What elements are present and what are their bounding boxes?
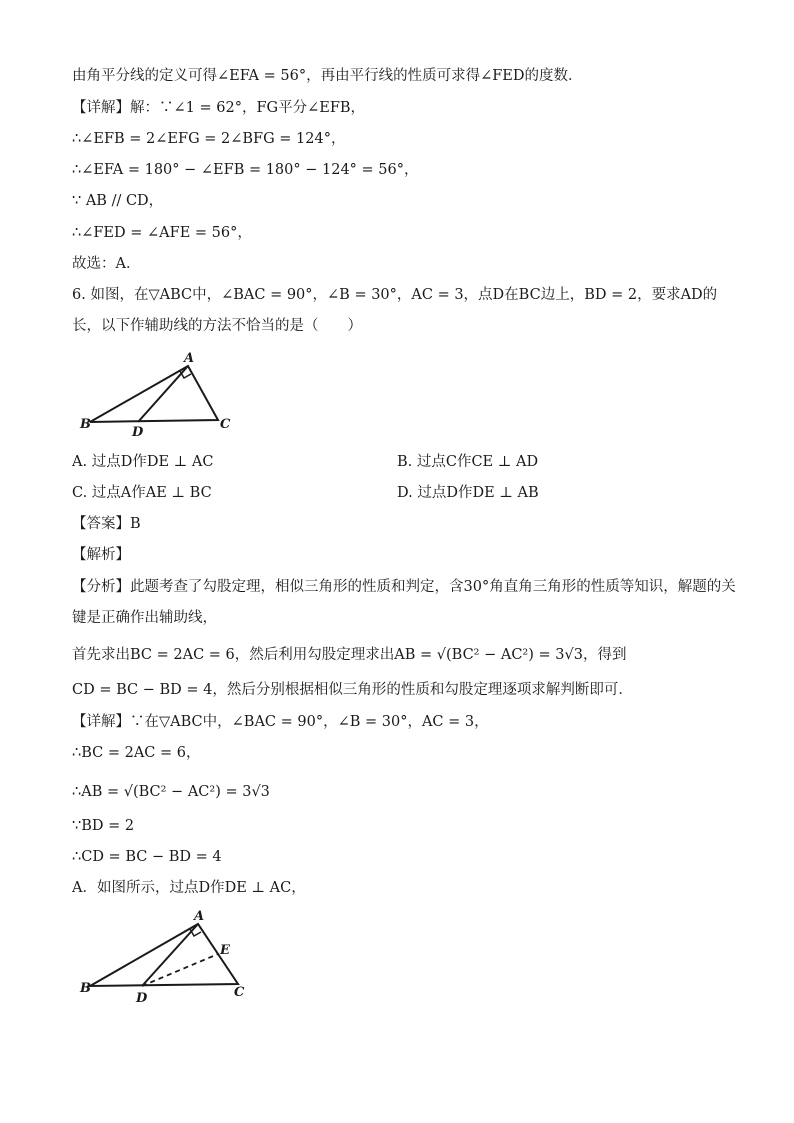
option-c: C. 过点A作AE ⊥ BC xyxy=(72,485,212,501)
text-line: ∵ AB // CD， xyxy=(72,193,164,209)
text-line: 由角平分线的定义可得∠EFA = 56°，再由平行线的性质可求得∠FED的度数． xyxy=(72,68,583,84)
analysis-text: 【分析】此题考查了勾股定理，相似三角形的性质和判定，含30°角直角三角形的性质等知识，解题的关 xyxy=(72,579,736,595)
segment-ad xyxy=(142,924,198,986)
answer-label: 【答案】B xyxy=(72,516,141,532)
text-line: ∴∠EFB = 2∠EFG = 2∠BFG = 124°， xyxy=(72,131,346,147)
label-b: B xyxy=(80,417,91,432)
label-c: C xyxy=(234,985,245,1000)
analysis-text: 首先求出BC = 2AC = 6，然后利用勾股定理求出AB = √(BC² − AC²) = 3√3，得到 xyxy=(72,647,627,663)
label-d: D xyxy=(132,425,144,438)
label-c: C xyxy=(220,417,231,432)
triangle-abc xyxy=(90,924,238,986)
label-d: D xyxy=(136,991,148,1006)
analysis-text: CD = BC − BD = 4，然后分别根据相似三角形的性质和勾股定理逐项求解判断即可． xyxy=(72,682,633,698)
label-b: B xyxy=(80,981,91,996)
detail-text: 【详解】∵在▽ABC中，∠BAC = 90°，∠B = 30°，AC = 3， xyxy=(72,714,489,730)
option-b: B. 过点C作CE ⊥ AD xyxy=(397,454,539,470)
detail-text: ∵BD = 2 xyxy=(72,818,135,834)
question-6-text: 长，以下作辅助线的方法不恰当的是（ ） xyxy=(72,318,362,334)
label-a: A xyxy=(184,351,195,366)
option-a: A. 过点D作DE ⊥ AC xyxy=(72,454,214,470)
detail-text: A．如图所示，过点D作DE ⊥ AC， xyxy=(72,880,306,896)
segment-ad xyxy=(138,366,188,422)
triangle-figure-2 xyxy=(72,906,262,1006)
segment-de-dashed xyxy=(142,954,218,986)
option-d: D. 过点D作DE ⊥ AB xyxy=(397,485,539,501)
detail-text: ∴CD = BC − BD = 4 xyxy=(72,849,222,865)
text-line: ∴∠EFA = 180° − ∠EFB = 180° − 124° = 56°， xyxy=(72,162,419,178)
triangle-figure-1 xyxy=(72,348,242,438)
analysis-heading: 【解析】 xyxy=(72,547,130,563)
detail-text: ∴AB = √(BC² − AC²) = 3√3 xyxy=(72,784,270,800)
analysis-text: 键是正确作出辅助线， xyxy=(72,610,217,626)
label-e: E xyxy=(220,943,230,958)
detail-text: ∴BC = 2AC = 6， xyxy=(72,745,201,761)
triangle-abc xyxy=(90,366,218,422)
label-a: A xyxy=(194,909,205,924)
text-line: 【详解】解：∵∠1 = 62°，FG平分∠EFB， xyxy=(72,100,366,116)
text-line: ∴∠FED = ∠AFE = 56°， xyxy=(72,225,252,241)
text-line: 故选：A． xyxy=(72,256,141,272)
question-6-text: 6. 如图，在▽ABC中，∠BAC = 90°，∠B = 30°，AC = 3，点D在BC边上，BD = 2，要求AD的 xyxy=(72,287,718,303)
